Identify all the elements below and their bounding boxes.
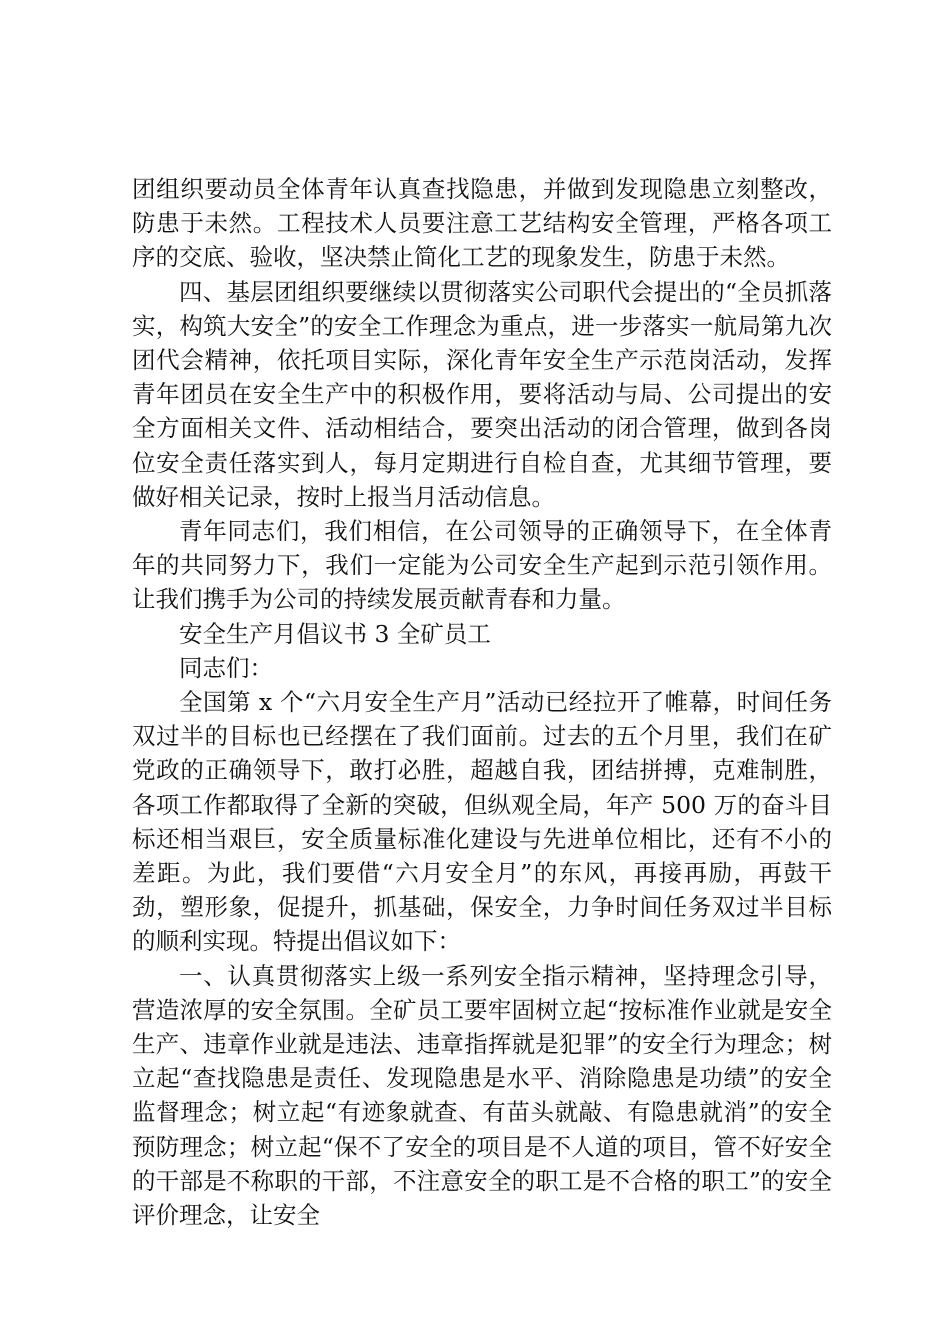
paragraph-2: 四、基层团组织要继续以贯彻落实公司职代会提出的“全员抓落实，构筑大安全”的安全工作理念为重点，进一步落实一航局第九次团代会精神，依托项目实际，深化青年安全生产示范岗活动，发挥青年团员在安全生产中的积极作用，要将活动与局、公司提出的安全方面相关文件、活动相结合，要突出活动的闭合管理，做到各岗位安全责任落实到人，每月定期进行自检自查，尤其细节管理，要做好相关记录，按时上报当月活动信息。 (132, 277, 832, 511)
paragraph-6: 全国第 x 个“六月安全生产月”活动已经拉开了帷幕，时间任务双过半的目标也已经摆在了我们面前。过去的五个月里，我们在矿党政的正确领导下，敢打必胜，超越自我，团结拼搏，克难制胜，各项工作都取得了全新的突破，但纵观全局，年产 500 万的奋斗目标还相当艰巨，安全质量标准化建设与先进单位相比，还有不小的差距。为此，我们要借“六月安全月”的东风，再接再励，再鼓干劲，塑形象，促提升，抓基础，保安全，力争时间任务双过半目标的顺利实现。特提出倡议如下： (132, 688, 832, 956)
paragraph-1: 团组织要动员全体青年认真查找隐患，并做到发现隐患立刻整改，防患于未然。工程技术人员要注意工艺结构安全管理，严格各项工序的交底、验收，坚决禁止简化工艺的现象发生，防患于未然。 (132, 175, 832, 272)
paragraph-4: 安全生产月倡议书 3 全矿员工 (179, 619, 491, 648)
paragraph-3: 青年同志们，我们相信，在公司领导的正确领导下，在全体青年的共同努力下，我们一定能为公司安全生产起到示范引领作用。让我们携手为公司的持续发展贡献青春和力量。 (132, 517, 832, 614)
paragraph-7: 一、认真贯彻落实上级一系列安全指示精神，坚持理念引导，营造浓厚的安全氛围。全矿员工要牢固树立起“按标准作业就是安全生产、违章作业就是违法、违章指挥就是犯罪”的安全行为理念；树立起“查找隐患是责任、发现隐患是水平、消除隐患是功绩”的安全监督理念；树立起“有迹象就查、有苗头就敲、有隐患就消”的安全预防理念；树立起“保不了安全的项目是不人道的项目，管不好安全的干部是不称职的干部，不注意安全的职工是不合格的职工”的安全评价理念，让安全 (132, 961, 832, 1230)
paragraph-5: 同志们： (179, 653, 273, 682)
document-body (132, 172, 832, 1232)
